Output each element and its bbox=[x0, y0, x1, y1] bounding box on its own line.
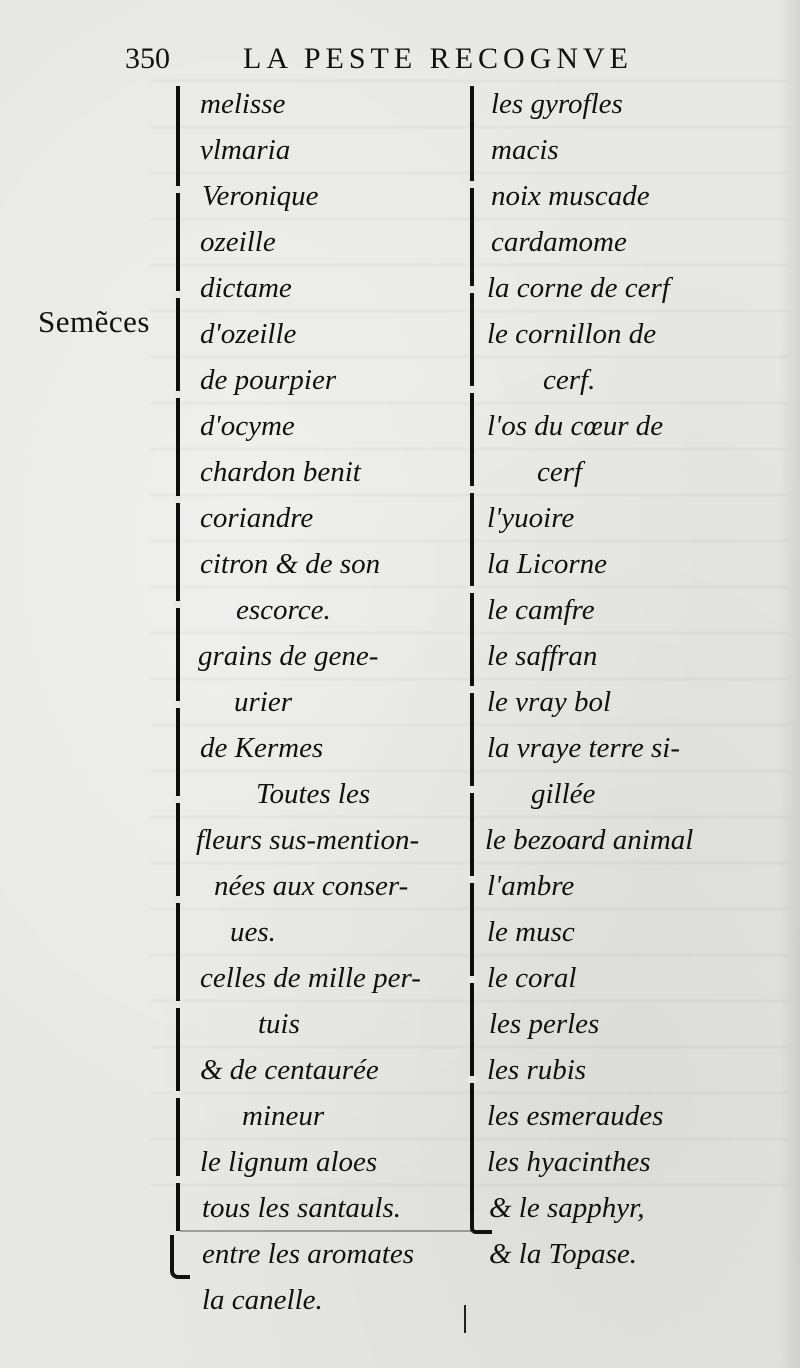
left-line: mineur bbox=[242, 1100, 325, 1132]
right-line: les perles bbox=[489, 1008, 600, 1040]
ink-mark bbox=[464, 1305, 466, 1333]
right-line: macis bbox=[491, 134, 559, 166]
right-line: les rubis bbox=[487, 1054, 587, 1086]
left-line: tuis bbox=[258, 1008, 300, 1040]
left-line: la canelle. bbox=[202, 1284, 323, 1316]
left-line: celles de mille per- bbox=[200, 962, 421, 994]
right-line: les esmeraudes bbox=[487, 1100, 664, 1132]
left-line: d'ocyme bbox=[200, 410, 295, 442]
left-line: tous les santauls. bbox=[202, 1192, 401, 1224]
left-line: Toutes les bbox=[256, 778, 371, 810]
right-line: le cornillon de bbox=[487, 318, 657, 350]
right-line: la vraye terre si- bbox=[487, 732, 681, 764]
right-line: le vray bol bbox=[487, 686, 612, 718]
right-vertical-rule bbox=[470, 86, 474, 1218]
left-line: de Kermes bbox=[200, 732, 324, 764]
right-line: l'os du cœur de bbox=[487, 410, 664, 442]
right-line: la Licorne bbox=[487, 548, 608, 580]
right-line: le musc bbox=[487, 916, 575, 948]
left-line: de pourpier bbox=[200, 364, 337, 396]
left-line: urier bbox=[234, 686, 292, 718]
left-line: coriandre bbox=[200, 502, 314, 534]
left-line: le lignum aloes bbox=[200, 1146, 378, 1178]
left-line: escorce. bbox=[236, 594, 331, 626]
right-line: cerf. bbox=[543, 364, 596, 396]
running-title: LA PESTE RECOGNVE bbox=[243, 42, 634, 75]
right-line: cardamome bbox=[491, 226, 627, 258]
margin-label: Semẽces bbox=[38, 304, 150, 339]
right-line: noix muscade bbox=[491, 180, 650, 212]
right-line: le camfre bbox=[487, 594, 595, 626]
right-line: gillée bbox=[531, 778, 596, 810]
left-line: vlmaria bbox=[200, 134, 291, 166]
right-line: cerf bbox=[537, 456, 583, 488]
left-line: citron & de son bbox=[200, 548, 381, 580]
right-line: la corne de cerf bbox=[487, 272, 670, 304]
right-line: l'ambre bbox=[487, 870, 575, 902]
left-line: Veronique bbox=[202, 180, 319, 212]
left-line: grains de gene- bbox=[198, 640, 379, 672]
left-line: fleurs sus-mention- bbox=[196, 824, 420, 856]
left-line: melisse bbox=[200, 88, 286, 120]
right-line: & la Topase. bbox=[489, 1238, 637, 1270]
left-line: ozeille bbox=[200, 226, 276, 258]
bottom-dashed-rule bbox=[180, 1230, 490, 1232]
right-line: l'yuoire bbox=[487, 502, 575, 534]
right-line: le saffran bbox=[487, 640, 598, 672]
page-number: 350 bbox=[125, 42, 170, 75]
left-vertical-rule bbox=[176, 86, 180, 1231]
right-line: le bezoard animal bbox=[485, 824, 694, 856]
right-line: les gyrofles bbox=[491, 88, 623, 120]
left-line: & de centaurée bbox=[200, 1054, 379, 1086]
left-line: chardon benit bbox=[200, 456, 361, 488]
left-line: ues. bbox=[230, 916, 276, 948]
page-edge-shadow bbox=[778, 0, 800, 1368]
left-line: entre les aromates bbox=[202, 1238, 415, 1270]
left-line: d'ozeille bbox=[200, 318, 297, 350]
right-line: les hyacinthes bbox=[487, 1146, 651, 1178]
right-line: le coral bbox=[487, 962, 577, 994]
right-line: & le sapphyr, bbox=[489, 1192, 645, 1224]
left-bracket-hook bbox=[170, 1235, 190, 1279]
left-line: nées aux conser- bbox=[214, 870, 409, 902]
left-line: dictame bbox=[200, 272, 292, 304]
